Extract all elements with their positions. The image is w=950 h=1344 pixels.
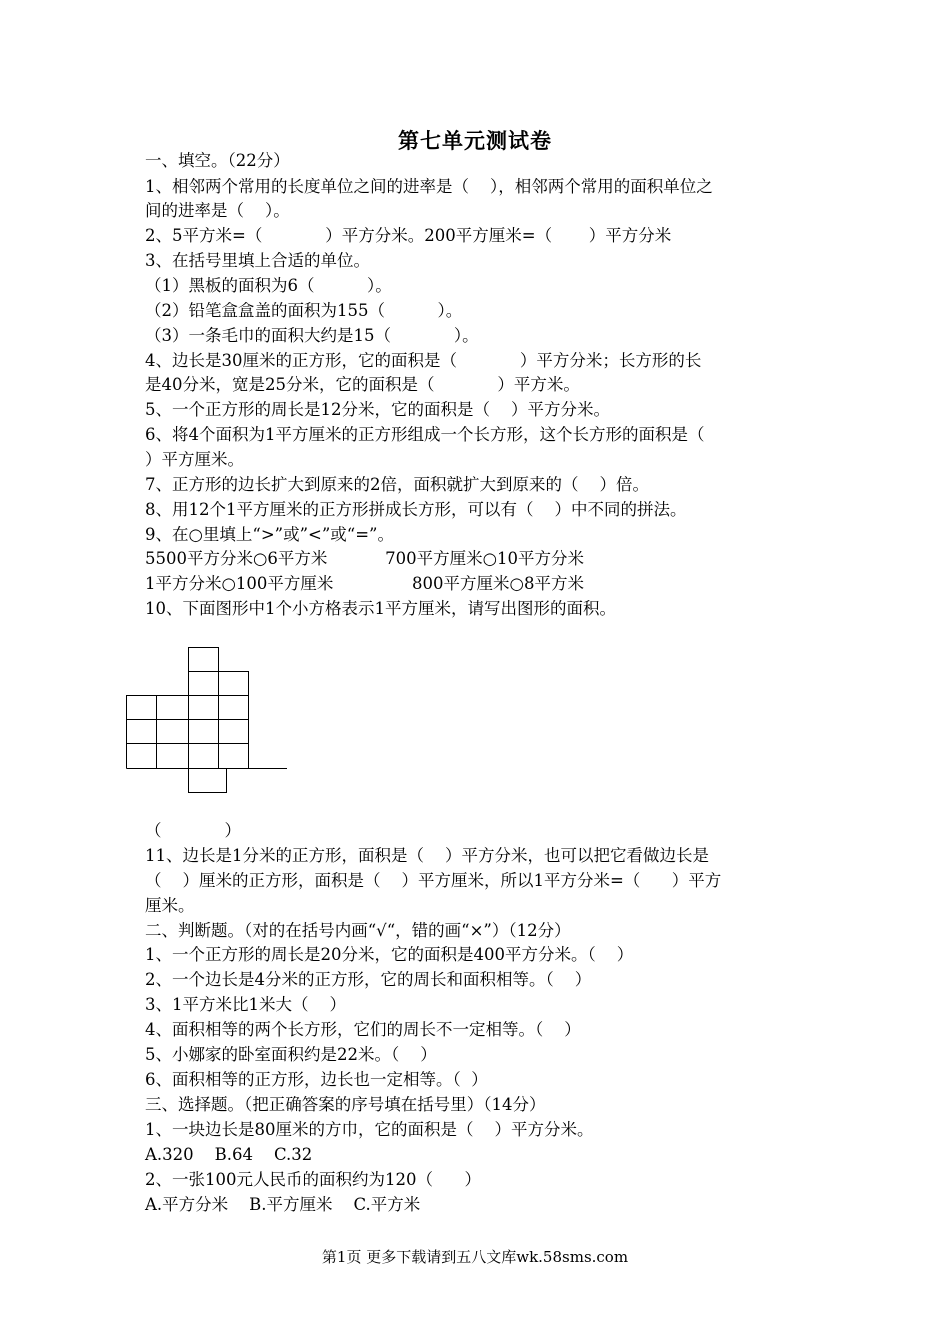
question-9: 9、在○里填上“>”或”<”或“=”。	[145, 525, 394, 544]
grid-cell	[189, 696, 219, 720]
choice-1-options: A.320 B.64 C.32	[145, 1145, 313, 1164]
grid-cell	[219, 672, 249, 696]
question-10: 10、下面图形中1个小方格表示1平方厘米，请写出图形的面积。	[145, 599, 616, 618]
question-6-line-2: ）平方厘米。	[145, 450, 244, 469]
choice-2-options: A.平方分米 B.平方厘米 C.平方米	[145, 1195, 421, 1214]
grid-cell	[189, 720, 219, 744]
question-8: 8、用12个1平方厘米的正方形拼成长方形，可以有（ ）中不同的拼法。	[145, 500, 687, 519]
judge-4: 4、面积相等的两个长方形，它们的周长不一定相等。（ ）	[145, 1020, 581, 1039]
choice-1: 1、一块边长是80厘米的方巾，它的面积是（ ）平方分米。	[145, 1120, 594, 1139]
judge-3: 3、1平方米比1米大（ ）	[145, 995, 346, 1014]
judge-6: 6、面积相等的正方形，边长也一定相等。（ ）	[145, 1070, 488, 1089]
question-3-sub-3: （3）一条毛巾的面积大约是15（ ）。	[145, 326, 479, 345]
section-3-heading: 三、选择题。（把正确答案的序号填在括号里）（14分）	[145, 1095, 546, 1114]
grid-cell	[157, 696, 189, 720]
question-3-sub-1: （1）黑板的面积为6（ ）。	[145, 276, 392, 295]
question-7: 7、正方形的边长扩大到原来的2倍，面积就扩大到原来的（ ）倍。	[145, 475, 649, 494]
question-1-line-2: 间的进率是（ ）。	[145, 201, 290, 220]
question-3: 3、在括号里填上合适的单位。	[145, 251, 370, 270]
judge-1: 1、一个正方形的周长是20分米，它的面积是400平方分米。（ ）	[145, 945, 634, 964]
judge-2: 2、一个边长是4分米的正方形，它的周长和面积相等。（ ）	[145, 970, 592, 989]
question-4-line-2: 是40分米，宽是25分米，它的面积是（ ）平方米。	[145, 375, 580, 394]
grid-cell	[219, 696, 249, 720]
section-2-heading: 二、判断题。（对的在括号内画“√“，错的画“×”）（12分）	[145, 921, 571, 940]
question-1-line-1: 1、相邻两个常用的长度单位之间的进率是（ ），相邻两个常用的面积单位之	[145, 177, 713, 196]
grid-cell	[189, 648, 219, 672]
question-2: 2、5平方米=（ ）平方分米。200平方厘米=（ ）平方分米	[145, 226, 672, 245]
page-footer: 第1页 更多下载请到五八文库wk.58sms.com	[321, 1248, 629, 1266]
question-11-line-1: 11、边长是1分米的正方形，面积是（ ）平方分米，也可以把它看做边长是	[145, 846, 709, 865]
question-11-line-2: （ ）厘米的正方形，面积是（ ）平方厘米，所以1平方分米=（ ）平方	[145, 871, 722, 890]
grid-cell	[219, 720, 249, 744]
question-11-line-3: 厘米。	[145, 896, 195, 915]
area-grid-figure	[125, 647, 295, 797]
grid-cell	[157, 720, 189, 744]
question-4-line-1: 4、边长是30厘米的正方形，它的面积是（ ）平方分米；长方形的长	[145, 351, 702, 370]
page-title: 第七单元测试卷	[398, 128, 552, 153]
choice-2: 2、一张100元人民币的面积约为120（ ）	[145, 1170, 481, 1189]
judge-5: 5、小娜家的卧室面积约是22米。（ ）	[145, 1045, 437, 1064]
question-10-answer: （ ）	[145, 821, 241, 840]
grid-cell	[127, 696, 157, 720]
question-9-row-2: 1平方分米○100平方厘米 800平方厘米○8平方米	[145, 574, 584, 593]
question-5: 5、一个正方形的周长是12分米，它的面积是（ ）平方分米。	[145, 400, 610, 419]
question-3-sub-2: （2）铅笔盒盒盖的面积为155（ ）。	[145, 301, 463, 320]
question-9-row-1: 5500平方分米○6平方米 700平方厘米○10平方分米	[145, 549, 584, 568]
grid-cell	[189, 672, 219, 696]
grid-cell	[189, 769, 227, 793]
grid-cell	[127, 720, 157, 744]
section-1-heading: 一、填空。（22分）	[145, 151, 290, 170]
question-6-line-1: 6、将4个面积为1平方厘米的正方形组成一个长方形，这个长方形的面积是（	[145, 425, 705, 444]
